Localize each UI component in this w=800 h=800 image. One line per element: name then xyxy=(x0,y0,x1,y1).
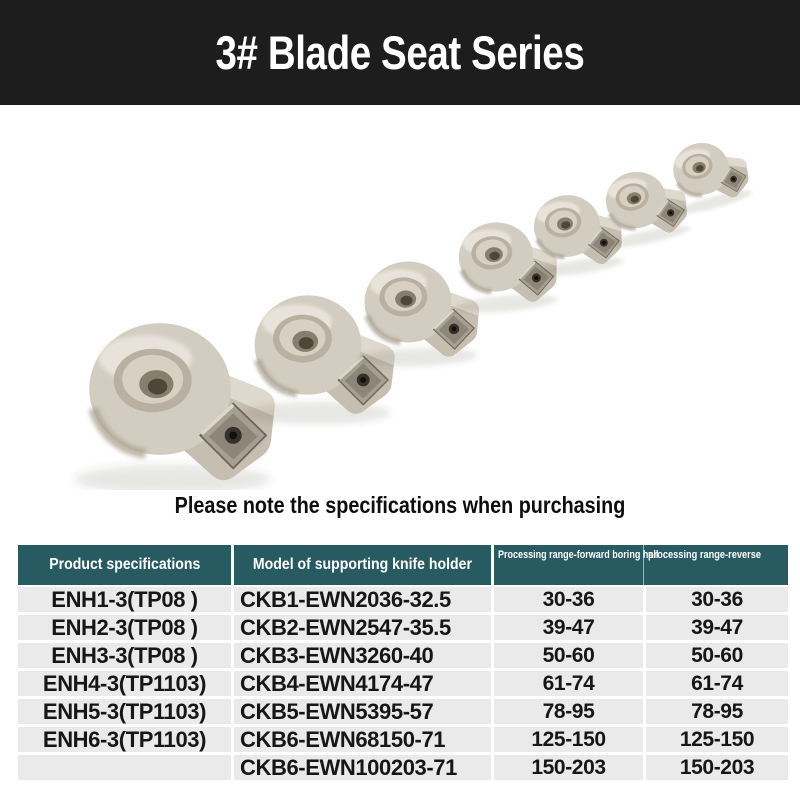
column-header-label: Product specifications xyxy=(48,556,201,573)
column-header-reverse-range xyxy=(643,545,788,585)
cell-forward-range: 61-74 xyxy=(491,671,643,696)
page-title: 3# Blade Seat Series xyxy=(215,26,585,79)
table-row xyxy=(18,615,788,643)
table-row xyxy=(18,727,788,755)
table-body xyxy=(18,585,788,783)
table-row xyxy=(18,755,788,783)
purchase-note: Please note the specifications when purchasing xyxy=(174,492,626,518)
banner xyxy=(0,0,800,105)
column-header-label: Processing range-forward boring hall xyxy=(498,549,659,561)
insert-screw-socket xyxy=(360,377,366,383)
cell-holder-model: CKB6-EWN100203-71 xyxy=(231,755,491,780)
blade-seat xyxy=(75,323,275,490)
seat-hole-center xyxy=(299,337,314,349)
table-row xyxy=(18,699,788,727)
cell-reverse-range: 78-95 xyxy=(643,699,788,724)
cell-forward-range: 39-47 xyxy=(491,615,643,640)
cell-reverse-range: 61-74 xyxy=(643,671,788,696)
column-header-product-specifications xyxy=(18,545,231,585)
table-row xyxy=(18,671,788,699)
table-row xyxy=(18,643,788,671)
cell-product-spec: ENH2-3(TP08 ) xyxy=(18,615,231,640)
cell-forward-range: 50-60 xyxy=(491,643,643,668)
spec-table xyxy=(18,545,788,783)
column-header-forward-boring-range xyxy=(491,545,659,585)
table-header-row xyxy=(18,545,788,585)
cell-product-spec xyxy=(18,755,231,780)
cell-forward-range: 125-150 xyxy=(491,727,643,752)
cell-reverse-range: 150-203 xyxy=(643,755,788,780)
cell-forward-range: 30-36 xyxy=(491,587,643,612)
cell-forward-range: 150-203 xyxy=(491,755,643,780)
cell-product-spec: ENH1-3(TP08 ) xyxy=(18,587,231,612)
cell-holder-model: CKB1-EWN2036-32.5 xyxy=(231,587,491,612)
cell-forward-range: 78-95 xyxy=(491,699,643,724)
blade-seats-image xyxy=(0,105,800,490)
cell-reverse-range: 125-150 xyxy=(643,727,788,752)
cell-product-spec: ENH4-3(TP1103) xyxy=(18,671,231,696)
cell-holder-model: CKB2-EWN2547-35.5 xyxy=(231,615,491,640)
column-header-label: Model of supporting knife holder xyxy=(252,556,473,573)
table-row xyxy=(18,587,788,615)
cell-holder-model: CKB3-EWN3260-40 xyxy=(231,643,491,668)
insert-screw-socket xyxy=(229,431,237,439)
seat-hole-center xyxy=(148,379,168,395)
cell-product-spec: ENH3-3(TP08 ) xyxy=(18,643,231,668)
cell-holder-model: CKB5-EWN5395-57 xyxy=(231,699,491,724)
cell-product-spec: ENH5-3(TP1103) xyxy=(18,699,231,724)
cell-reverse-range: 50-60 xyxy=(643,643,788,668)
product-photo xyxy=(0,105,800,490)
column-header-knife-holder-model xyxy=(231,545,491,585)
cell-holder-model: CKB6-EWN68150-71 xyxy=(231,727,491,752)
cell-reverse-range: 30-36 xyxy=(643,587,788,612)
cell-product-spec: ENH6-3(TP1103) xyxy=(18,727,231,752)
cell-reverse-range: 39-47 xyxy=(643,615,788,640)
cell-holder-model: CKB4-EWN4174-47 xyxy=(231,671,491,696)
column-header-label: processing range-reverse xyxy=(648,549,761,561)
